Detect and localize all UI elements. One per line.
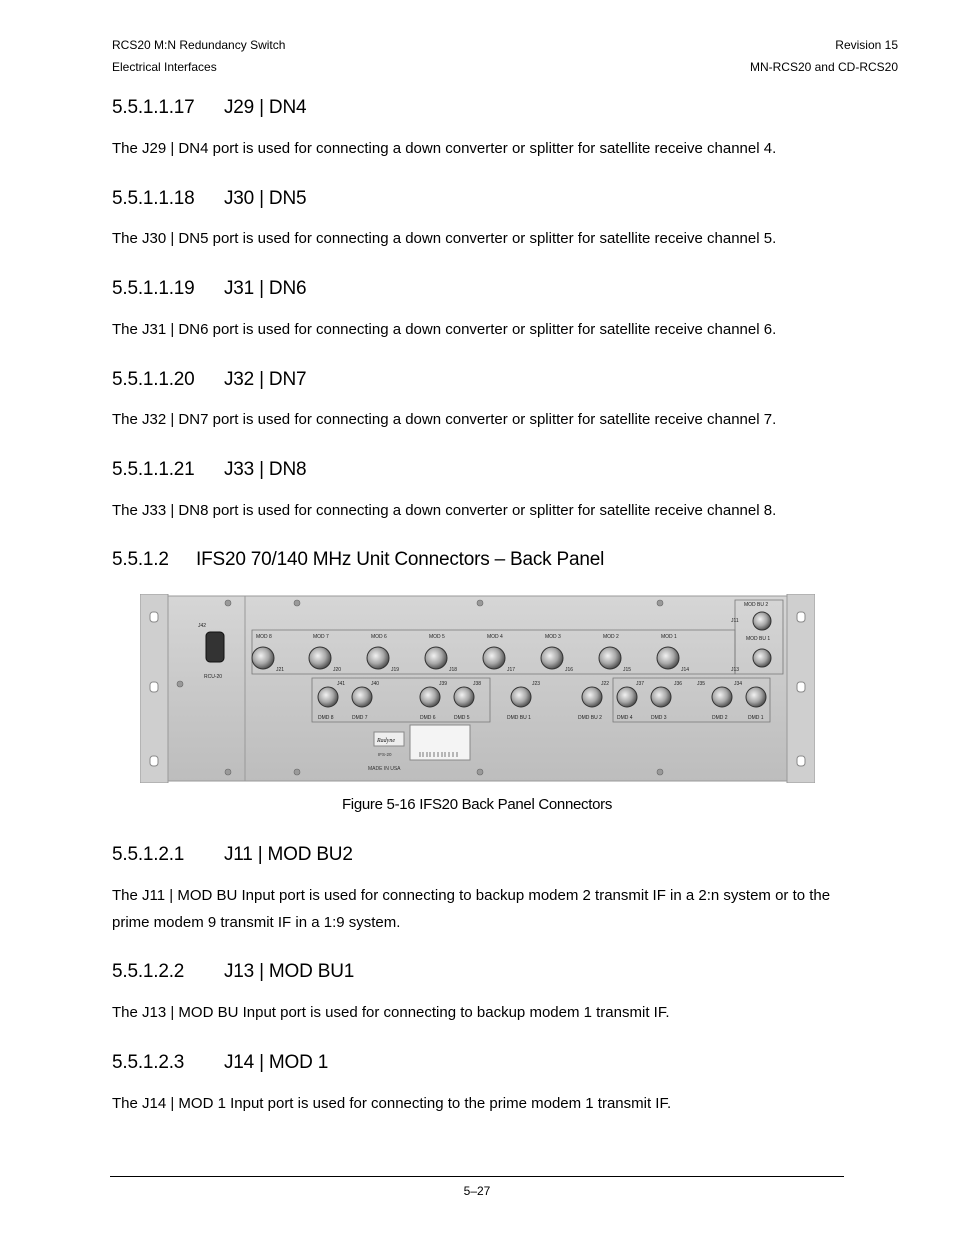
jack-label: J35 bbox=[697, 681, 706, 687]
mod-label: MOD 3 bbox=[545, 634, 561, 640]
j11-label: J11 bbox=[731, 618, 739, 624]
j13-label: J13 bbox=[731, 667, 740, 673]
jack-label: J22 bbox=[601, 681, 610, 687]
jack-label: J14 bbox=[681, 667, 690, 673]
mod-label: MOD 7 bbox=[313, 634, 329, 640]
j42-label: J42 bbox=[198, 623, 207, 629]
mod-label: MOD 6 bbox=[371, 634, 387, 640]
connector-dmd1 bbox=[746, 687, 766, 707]
section-body: The J31 | DN6 port is used for connecting a down converter or splitter for satellite receive channel 6. bbox=[112, 321, 777, 338]
section-number: 5.5.1.2.2 bbox=[112, 961, 185, 982]
serial-label-plate bbox=[410, 725, 470, 760]
mod-label: MOD 4 bbox=[487, 634, 503, 640]
dmd-label: DMD 2 bbox=[712, 715, 728, 721]
connector-dmd2 bbox=[712, 687, 732, 707]
section-title: J13 | MOD BU1 bbox=[224, 961, 355, 982]
section-body: The J33 | DN8 port is used for connecting a down converter or splitter for satellite receive channel 8. bbox=[112, 502, 777, 519]
brand-logo: Radyne bbox=[377, 738, 395, 744]
connector-dmd3 bbox=[651, 687, 671, 707]
dmd-label: DMD BU 1 bbox=[507, 715, 531, 721]
figure-caption: Figure 5-16 IFS20 Back Panel Connectors bbox=[341, 796, 613, 813]
section-number: 5.5.1.1.21 bbox=[112, 459, 195, 480]
main-section-heading bbox=[112, 549, 604, 571]
section-title: IFS20 70/140 MHz Unit Connectors – Back Panel bbox=[196, 549, 605, 570]
section-title: J33 | DN8 bbox=[224, 459, 307, 480]
jack-label: J17 bbox=[507, 667, 516, 673]
rcu-label: RCU-20 bbox=[204, 674, 223, 680]
connector-mod1 bbox=[657, 647, 679, 669]
section-title: J30 | DN5 bbox=[224, 188, 307, 209]
section-number: 5.5.1.2.1 bbox=[112, 844, 185, 865]
dmd-label: DMD 1 bbox=[748, 715, 764, 721]
connector-j11 bbox=[753, 612, 771, 630]
connector-mod7 bbox=[309, 647, 331, 669]
modbu2-label: MOD BU 2 bbox=[744, 602, 769, 608]
connector-mod2 bbox=[599, 647, 621, 669]
subsection-heading bbox=[112, 961, 354, 983]
jack-label: J20 bbox=[333, 667, 342, 673]
section-title: J31 | DN6 bbox=[224, 278, 307, 299]
connector-mod3 bbox=[541, 647, 563, 669]
jack-label: J21 bbox=[276, 667, 285, 673]
section-heading bbox=[112, 369, 306, 391]
section-heading bbox=[112, 97, 306, 119]
section-body: The J30 | DN5 port is used for connecting a down converter or splitter for satellite receive channel 5. bbox=[112, 230, 777, 247]
section-number: 5.5.1.1.20 bbox=[112, 369, 195, 390]
dmd-label: DMD BU 2 bbox=[578, 715, 602, 721]
jack-label: J36 bbox=[674, 681, 683, 687]
jack-label: J39 bbox=[439, 681, 448, 687]
mod-label: MOD 5 bbox=[429, 634, 445, 640]
model-label: IFS-20 bbox=[378, 752, 392, 757]
jack-label: J16 bbox=[565, 667, 574, 673]
subsection-heading bbox=[112, 1052, 328, 1074]
header-revision: Revision 15 bbox=[835, 38, 898, 52]
connector-dmd8 bbox=[318, 687, 338, 707]
jack-label: J34 bbox=[734, 681, 743, 687]
dmd-label: DMD 7 bbox=[352, 715, 368, 721]
subsection-body: The J14 | MOD 1 Input port is used for connecting to the prime modem 1 transmit IF. bbox=[112, 1095, 672, 1112]
dmd-label: DMD 8 bbox=[318, 715, 334, 721]
section-number: 5.5.1.1.18 bbox=[112, 188, 195, 209]
modbu1-label: MOD BU 1 bbox=[746, 636, 771, 642]
connector-dmd-bu2 bbox=[582, 687, 602, 707]
section-number: 5.5.1.1.17 bbox=[112, 97, 195, 118]
section-body: The J32 | DN7 port is used for connecting a down converter or splitter for satellite receive channel 7. bbox=[112, 411, 777, 428]
connector-mod6 bbox=[367, 647, 389, 669]
subsection-body: The J13 | MOD BU Input port is used for connecting to backup modem 1 transmit IF. bbox=[112, 1004, 670, 1021]
dmd-label: DMD 6 bbox=[420, 715, 436, 721]
dmd-label: DMD 3 bbox=[651, 715, 667, 721]
dmd-label: DMD 5 bbox=[454, 715, 470, 721]
section-body: The J29 | DN4 port is used for connecting a down converter or splitter for satellite receive channel 4. bbox=[112, 140, 777, 157]
section-title: J32 | DN7 bbox=[224, 369, 307, 390]
jack-label: J37 bbox=[636, 681, 645, 687]
connector-dmd4 bbox=[617, 687, 637, 707]
mod-label: MOD 1 bbox=[661, 634, 677, 640]
subsection-heading bbox=[112, 844, 353, 866]
section-heading bbox=[112, 278, 306, 300]
section-number: 5.5.1.2.3 bbox=[112, 1052, 185, 1073]
subsection-body: The J11 | MOD BU Input port is used for connecting to backup modem 2 transmit IF in a 2:n system or to the prime modem 9 transmit IF in a 1:9 system. bbox=[112, 887, 831, 931]
mod-label: MOD 2 bbox=[603, 634, 619, 640]
section-heading bbox=[112, 188, 306, 210]
connector-dmd-bu1 bbox=[511, 687, 531, 707]
jack-label: J18 bbox=[449, 667, 458, 673]
dmd-label: DMD 4 bbox=[617, 715, 633, 721]
connector-mod5 bbox=[425, 647, 447, 669]
connector-dmd5 bbox=[454, 687, 474, 707]
section-title: J29 | DN4 bbox=[224, 97, 307, 118]
connector-j13 bbox=[753, 649, 771, 667]
connector-mod8 bbox=[252, 647, 274, 669]
connector-dmd6 bbox=[420, 687, 440, 707]
header-chapter: Electrical Interfaces bbox=[112, 60, 217, 74]
connector-mod4 bbox=[483, 647, 505, 669]
header-title: RCS20 M:N Redundancy Switch bbox=[112, 38, 286, 52]
made-in-label: MADE IN USA bbox=[368, 766, 401, 772]
jack-label: J15 bbox=[623, 667, 632, 673]
db9-connector bbox=[206, 632, 224, 662]
section-heading bbox=[112, 459, 306, 481]
jack-label: J23 bbox=[532, 681, 541, 687]
back-panel-figure bbox=[140, 594, 815, 783]
section-number: 5.5.1.1.19 bbox=[112, 278, 195, 299]
mod-label: MOD 8 bbox=[256, 634, 272, 640]
header-doc-number: MN-RCS20 and CD-RCS20 bbox=[749, 60, 898, 74]
jack-label: J41 bbox=[337, 681, 346, 687]
section-number: 5.5.1.2 bbox=[112, 549, 169, 570]
page-number: 5–27 bbox=[463, 1184, 491, 1198]
section-title: J14 | MOD 1 bbox=[224, 1052, 329, 1073]
jack-label: J38 bbox=[473, 681, 482, 687]
footer-rule bbox=[110, 1176, 844, 1177]
section-title: J11 | MOD BU2 bbox=[224, 844, 353, 865]
rcu-module bbox=[168, 596, 245, 781]
jack-label: J19 bbox=[391, 667, 400, 673]
jack-label: J40 bbox=[371, 681, 380, 687]
connector-dmd7 bbox=[352, 687, 372, 707]
